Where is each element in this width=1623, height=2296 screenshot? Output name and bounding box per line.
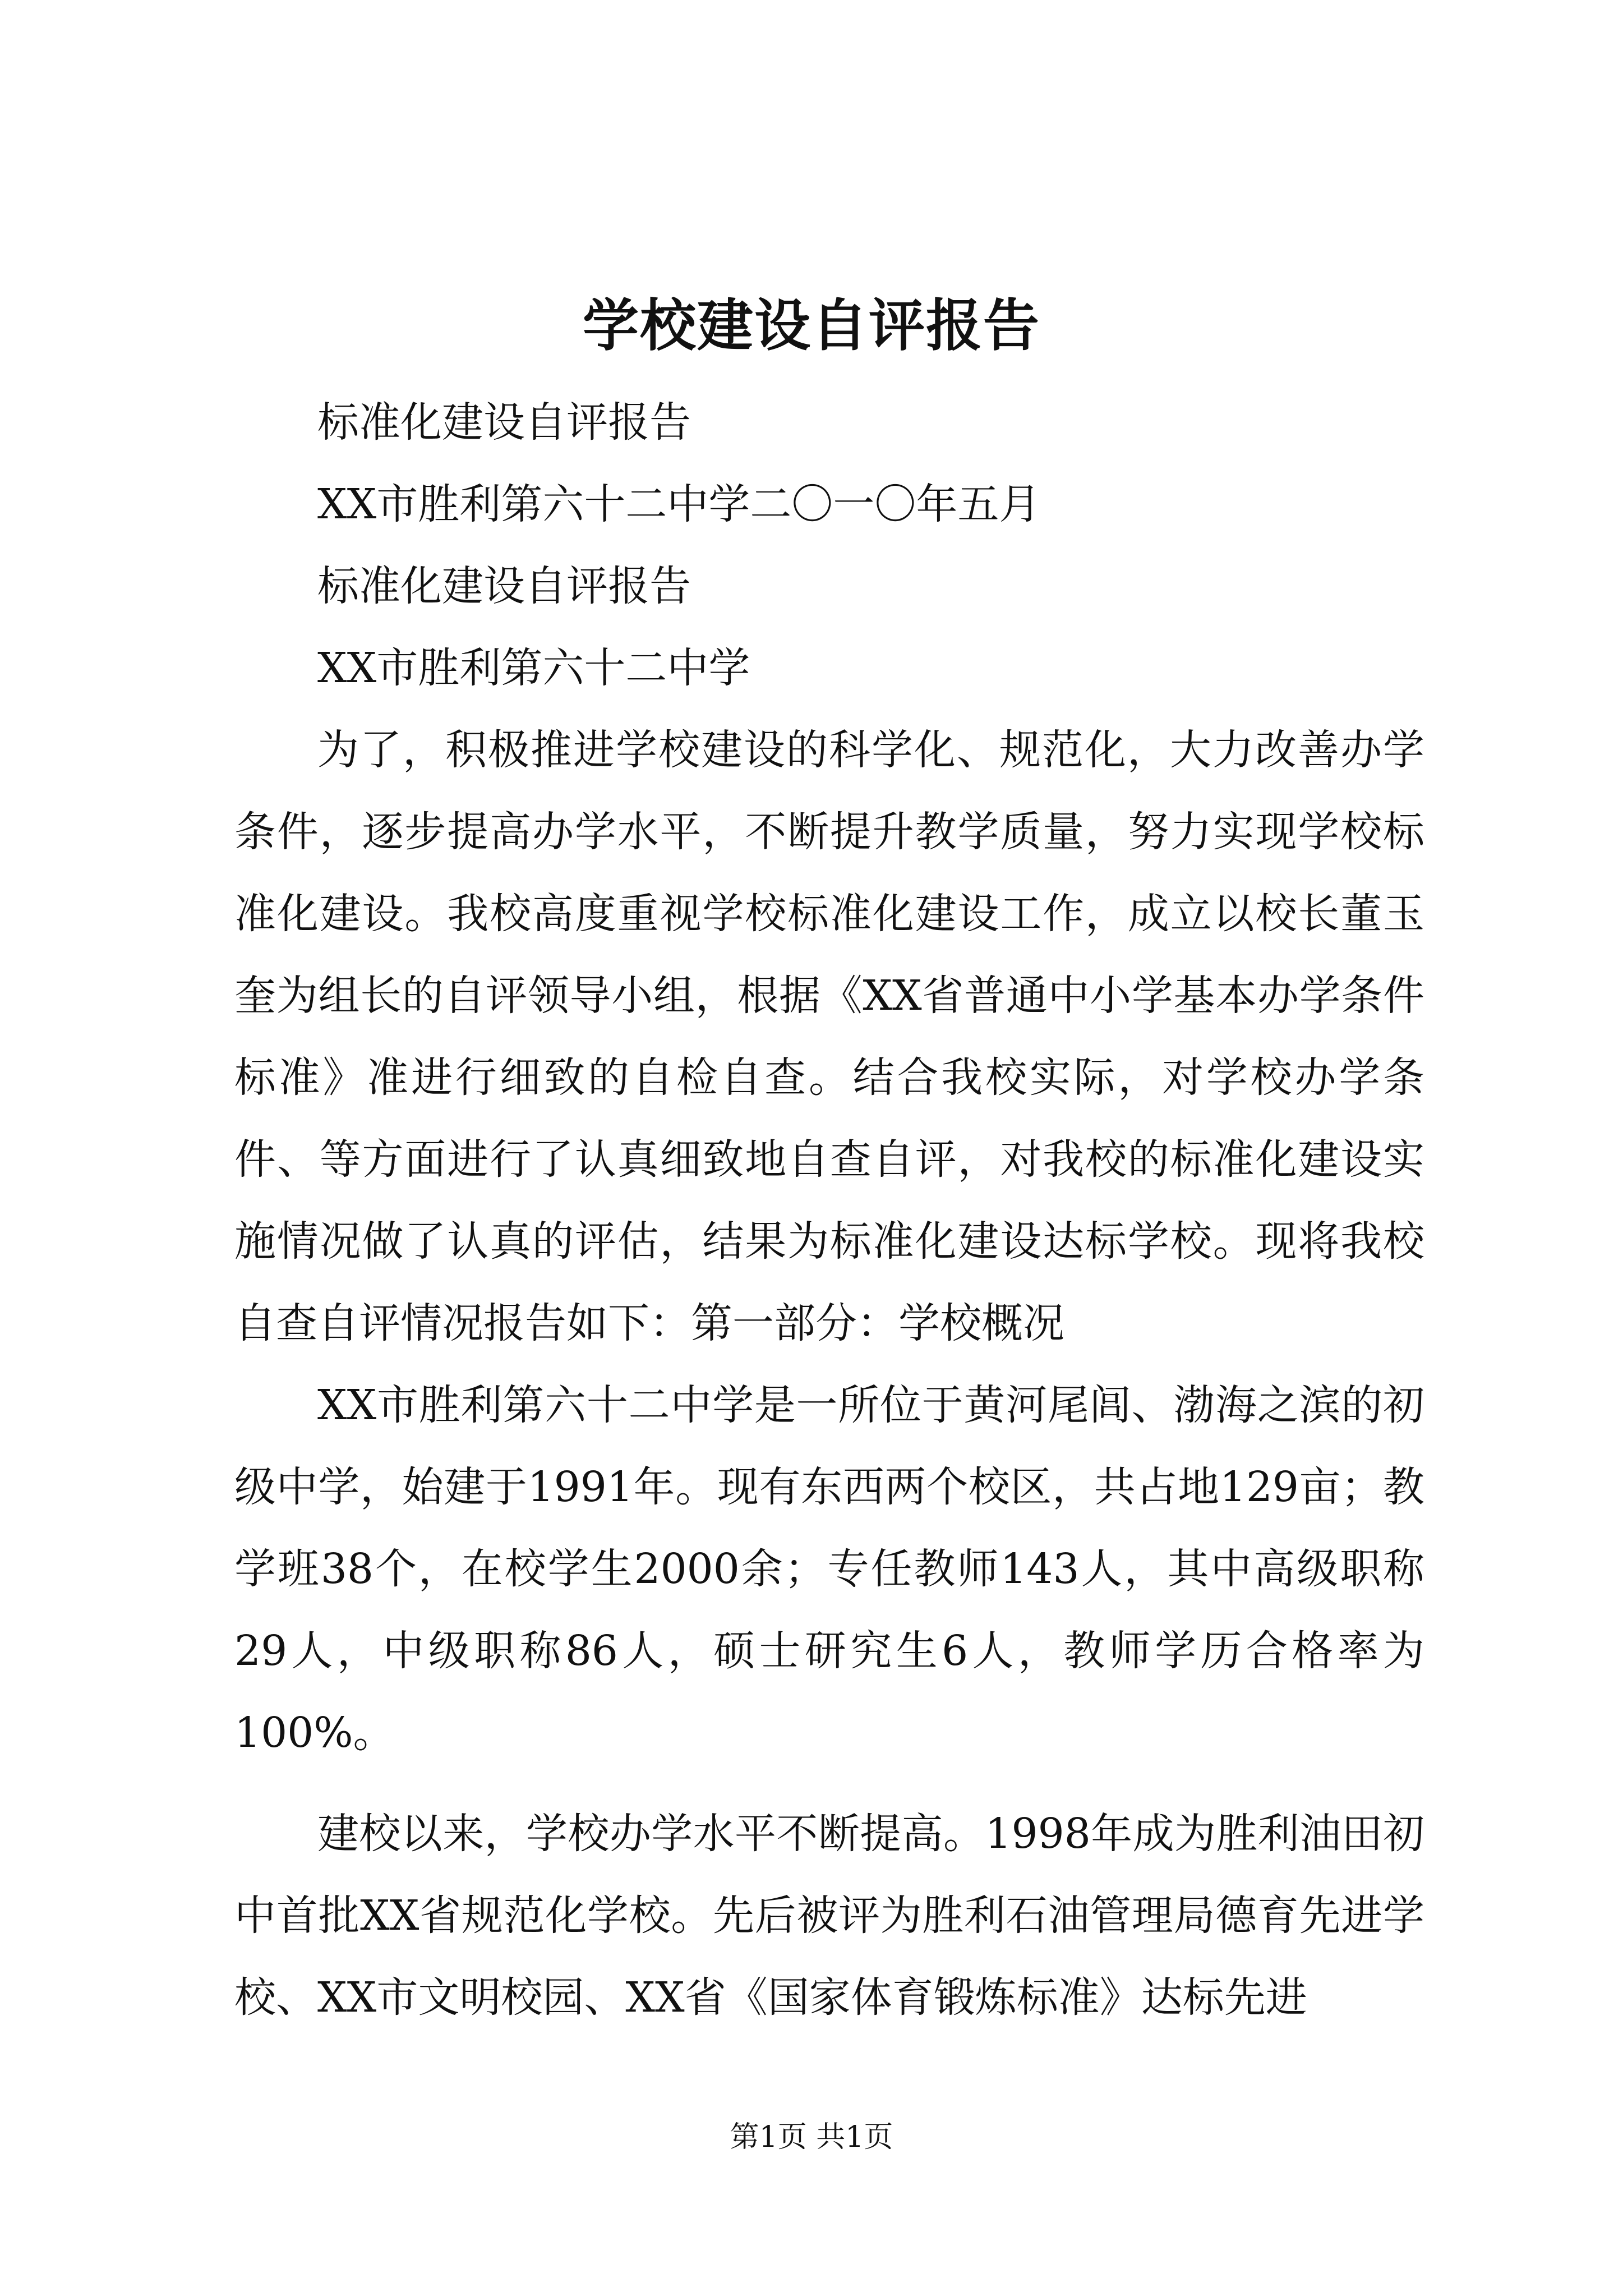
paragraph-intro: 为了，积极推进学校建设的科学化、规范化，大力改善办学条件，逐步提高办学水平，不断提升教学质量，努力实现学校标准化建设。我校高度重视学校标准化建设工作，成立以校长董玉奎为组长的自评领导小组，根据《XX省普通中小学基本办学条件标准》准进行细致的自检自查。结合我校实际，对学校办学条件、等方面进行了认真细致地自查自评，对我校的标准化建设实施情况做了认真的评估，结果为标准化建设达标学校。现将我校自查自评情况报告如下：第一部分：学校概况: [234, 726, 1424, 1347]
header-line-subtitle-repeat: 标准化建设自评报告: [317, 562, 691, 610]
header-line-school-date: XX市胜利第六十二中学二〇一〇年五月: [317, 480, 1041, 528]
page-footer: 第1页 共1页: [730, 2120, 893, 2154]
paragraph-achievements: 建校以来，学校办学水平不断提高。1998年成为胜利油田初中首批XX省规范化学校。先后被评为胜利石油管理局德育先进学校、XX市文明校园、XX省《国家体育锻炼标准》达标先进: [234, 1810, 1424, 2022]
paragraph-school-overview: XX市胜利第六十二中学是一所位于黄河尾闾、渤海之滨的初级中学，始建于1991年。现有东西两个校区，共占地129亩；教学班38个，在校学生2000余；专任教师143人，其中高级职称29人，中级职称86人，硕士研究生6人，教师学历合格率为100%。: [234, 1381, 1424, 1757]
header-line-subtitle: 标准化建设自评报告: [317, 398, 691, 447]
header-line-school: XX市胜利第六十二中学: [317, 644, 750, 692]
document-title: 学校建设自评报告: [583, 292, 1040, 358]
document-body: [234, 381, 1424, 2039]
